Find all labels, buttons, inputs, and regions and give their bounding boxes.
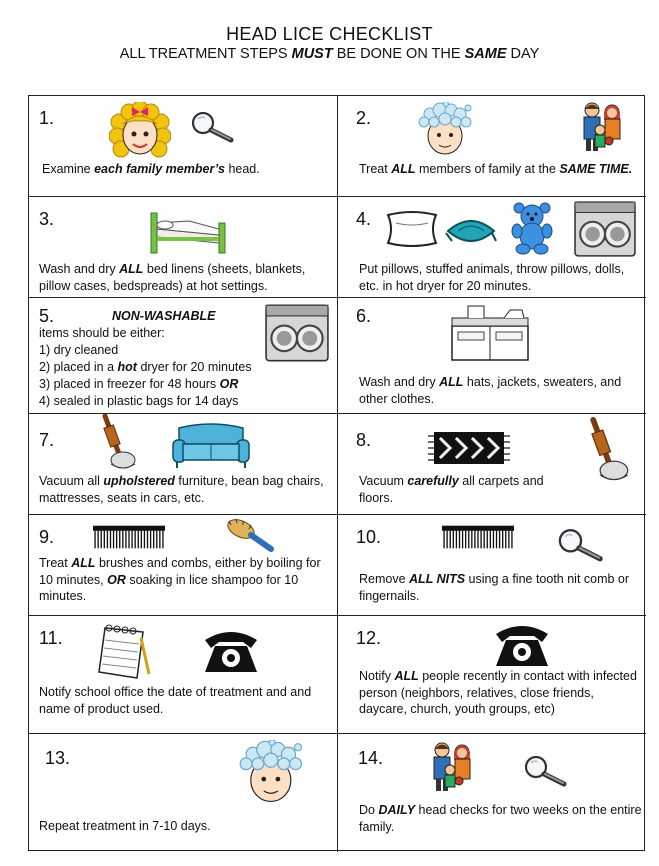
step-2	[338, 96, 646, 197]
step-number: 9.	[39, 527, 55, 547]
step-number: 3.	[39, 209, 55, 229]
step-line-1: 1) dry cleaned	[39, 343, 119, 357]
comb-icon	[442, 525, 514, 549]
pillow-icon	[384, 209, 440, 249]
step-text: Treat ALL members of family at the SAME TIME.	[359, 162, 633, 176]
girl-face-icon	[109, 102, 171, 164]
vacuum-icon	[97, 414, 137, 474]
step-number: 8.	[356, 430, 372, 450]
step-number: 5.	[39, 306, 55, 326]
step-text: Repeat treatment in 7-10 days.	[39, 819, 211, 833]
step-text: Examine each family member’s head.	[42, 162, 260, 176]
page-subtitle: ALL TREATMENT STEPS MUST BE DONE ON THE SAME DAY	[119, 46, 540, 62]
step-number: 10.	[356, 527, 382, 547]
step-13	[29, 734, 338, 852]
step-number: 14.	[358, 748, 384, 768]
step-7	[29, 414, 338, 515]
step-line-2: 2) placed in a hot dryer for 20 minutes	[39, 360, 252, 374]
step-text: Vacuum carefully all carpets and floors.	[359, 474, 544, 505]
teddy-bear-icon	[510, 201, 554, 255]
vacuum-icon	[584, 416, 630, 488]
shampoo-head-icon	[418, 102, 474, 156]
step-12	[338, 616, 646, 734]
step-text: Vacuum all upholstered furniture, bean bag chairs, mattresses, seats in cars, etc.	[39, 474, 324, 505]
magnifier-icon	[548, 527, 612, 563]
family-icon	[578, 100, 626, 156]
magnifier-icon	[189, 110, 235, 144]
step-14	[338, 734, 646, 852]
step-number: 2.	[356, 108, 372, 128]
shampoo-head-icon	[239, 740, 305, 804]
bed-icon	[149, 209, 227, 255]
step-3	[29, 197, 338, 298]
step-5	[29, 298, 338, 414]
step-intro: items should be either:	[39, 326, 165, 340]
step-1	[29, 96, 338, 197]
step-4	[338, 197, 646, 298]
step-text: Notify ALL people recently in contact with infected person (neighbors, relatives, close friends, daycare, church, youth groups, etc)	[359, 669, 637, 716]
step-text: Do DAILY head checks for two weeks on the entire family.	[359, 803, 642, 834]
step-number: 4.	[356, 209, 372, 229]
checklist-grid	[28, 95, 645, 851]
step-10	[338, 515, 646, 616]
brush-icon	[225, 517, 275, 553]
step-text: Treat ALL brushes and combs, either by boiling for 10 minutes, OR soaking in lice shampoo for 10 minutes.	[39, 556, 321, 603]
sofa-icon	[169, 420, 253, 470]
step-number: 1.	[39, 108, 55, 128]
step-number: 6.	[356, 306, 372, 326]
throw-pillow-icon	[444, 211, 498, 251]
washer-dryer-icon	[448, 304, 534, 364]
dryer-icon	[265, 304, 329, 362]
telephone-icon	[492, 620, 552, 668]
step-text: Put pillows, stuffed animals, throw pillows, dolls, etc. in hot dryer for 20 minutes.	[359, 262, 625, 293]
step-number: 12.	[356, 628, 382, 648]
step-number: 13.	[45, 748, 71, 768]
family-icon	[428, 738, 476, 798]
dryer-icon	[574, 201, 636, 257]
step-text: Wash and dry ALL hats, jackets, sweaters, and other clothes.	[359, 375, 622, 406]
step-9	[29, 515, 338, 616]
rug-icon	[428, 428, 510, 468]
step-text: Remove ALL NITS using a fine tooth nit comb or fingernails.	[359, 572, 630, 603]
step-text: Notify school office the date of treatment and and name of product used.	[39, 685, 312, 716]
magnifier-icon	[516, 754, 574, 788]
step-number: 11.	[39, 628, 63, 648]
step-text: Wash and dry ALL bed linens (sheets, blankets, pillow cases, bedspreads) at hot settings.	[39, 262, 306, 293]
comb-icon	[93, 525, 165, 549]
step-8	[338, 414, 646, 515]
step-line-4: 4) sealed in plastic bags for 14 days	[39, 394, 239, 408]
telephone-icon	[201, 626, 261, 674]
step-6	[338, 298, 646, 414]
step-11	[29, 616, 338, 734]
step-heading: NON-WASHABLE	[112, 309, 216, 323]
step-line-3: 3) placed in freezer for 48 hours OR	[39, 377, 239, 391]
step-number: 7.	[39, 430, 55, 450]
notepad-icon	[97, 622, 151, 682]
page-title: HEAD LICE CHECKLIST	[226, 24, 433, 44]
